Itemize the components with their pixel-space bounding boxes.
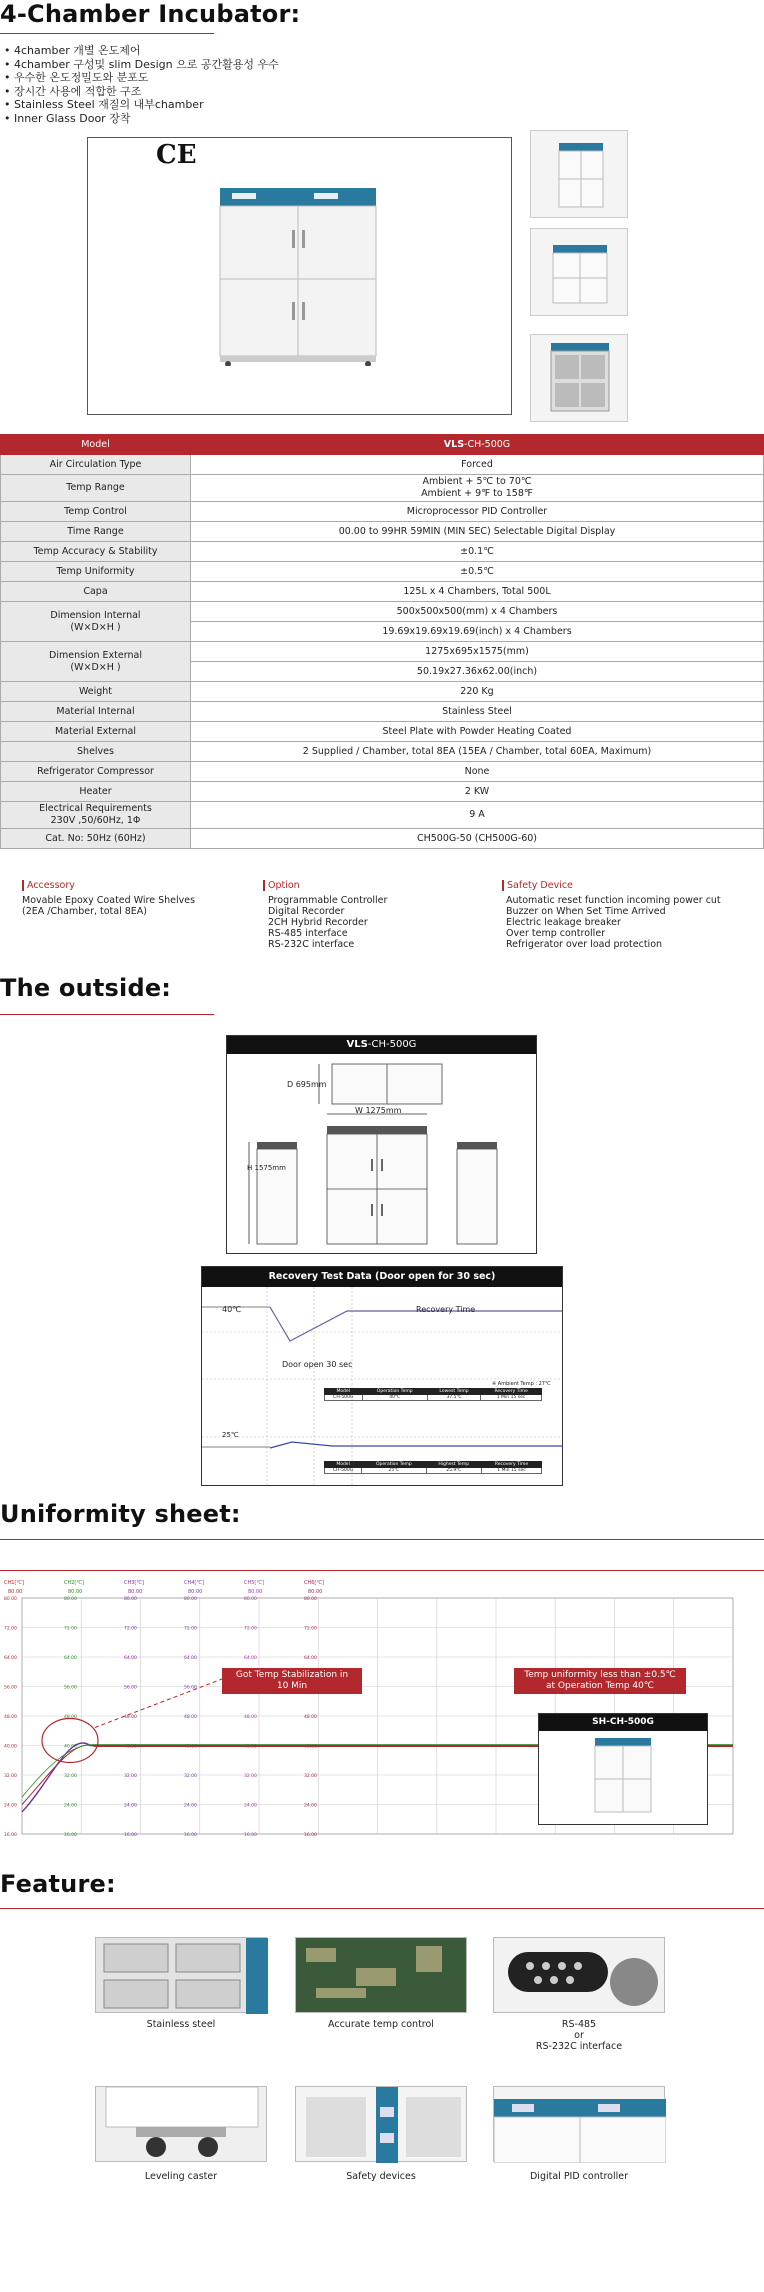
inset-title: SH-CH-500G: [539, 1714, 707, 1731]
y-tick-label: 40.00: [244, 1744, 257, 1750]
spec-key: Dimension External (W×D×H ): [1, 642, 191, 682]
product-photo-frame: [87, 137, 512, 415]
recovery-table-header: Recovery Time: [481, 1389, 542, 1395]
spec-row: [1, 802, 764, 829]
spec-key: Temp Accuracy & Stability: [1, 542, 191, 562]
bullet-item: • 4chamber 개별 온도제어: [4, 44, 141, 57]
spec-value: Forced: [191, 455, 764, 475]
accessory-line: Movable Epoxy Coated Wire Shelves: [22, 895, 196, 906]
spec-key: Material External: [1, 722, 191, 742]
spec-value: 1275x695x1575(mm): [191, 642, 764, 662]
spec-header-row: [1, 435, 764, 455]
dimension-drawing: [227, 1054, 536, 1254]
spec-value: 220 Kg: [191, 682, 764, 702]
spec-key: Electrical Requirements 230V ,50/60Hz, 1Φ: [1, 802, 191, 829]
y-tick-label: 16.00: [184, 1833, 197, 1838]
y-tick-label: 56.00: [64, 1685, 77, 1691]
y-tick-label: 24.00: [304, 1803, 317, 1809]
spec-key: Time Range: [1, 522, 191, 542]
accessory-title: Accessory: [22, 880, 195, 891]
y-tick-label: 32.00: [304, 1774, 317, 1779]
spec-key: Dimension Internal (W×D×H ): [1, 602, 191, 642]
bullet-item: • 우수한 온도정밀도와 분포도: [4, 71, 149, 84]
model-number: -CH-500G: [464, 438, 511, 450]
feature-caption: Accurate temp control: [328, 2019, 434, 2030]
y-tick-label: 80.00: [4, 1597, 17, 1602]
y-tick-label: 64.00: [244, 1656, 257, 1661]
spec-key: Temp Control: [1, 502, 191, 522]
recovery-chart-title: Recovery Test Data (Door open for 30 sec): [202, 1267, 562, 1287]
feature-img-pid: [493, 2086, 665, 2162]
spec-key: Weight: [1, 682, 191, 702]
spec-row: [1, 522, 764, 542]
spec-key: Air Circulation Type: [1, 455, 191, 475]
y-tick-label: 64.00: [64, 1656, 77, 1661]
spec-row: [1, 762, 764, 782]
depth-label: D 695mm: [287, 1080, 327, 1089]
y-tick-label: 64.00: [124, 1656, 137, 1661]
recovery-table-header: Model: [325, 1462, 362, 1468]
feature-caption: RS-485 or RS-232C interface: [535, 2019, 623, 2052]
channel-top-value: 80.00: [308, 1589, 323, 1595]
y-tick-label: 56.00: [184, 1685, 197, 1691]
width-label: W 1275mm: [355, 1106, 402, 1115]
y-tick-label: 24.00: [124, 1803, 137, 1809]
spec-key: Temp Uniformity: [1, 562, 191, 582]
channel-top-value: 80.00: [248, 1589, 263, 1595]
uniformity-rule: [0, 1539, 764, 1540]
option-line: RS-485 interface: [268, 928, 348, 939]
y-tick-label: 32.00: [184, 1774, 197, 1779]
feature-caption: Stainless steel: [146, 2019, 216, 2030]
y-tick-label: 48.00: [64, 1715, 77, 1720]
spec-value: 19.69x19.69x19.69(inch) x 4 Chambers: [191, 622, 764, 642]
spec-value: 2 Supplied / Chamber, total 8EA (15EA / Chamber, total 60EA, Maximum): [191, 742, 764, 762]
incubator-product-image: [218, 186, 378, 366]
recovery-table-cell: 25.9℃: [426, 1468, 481, 1474]
y-tick-label: 64.00: [184, 1656, 197, 1661]
uniformity-rule-2: [0, 1570, 764, 1571]
channel-header: CH3[℃]: [124, 1580, 144, 1586]
spec-value: 500x500x500(mm) x 4 Chambers: [191, 602, 764, 622]
recovery-table-header: Highest Temp: [426, 1462, 481, 1468]
spec-table: [0, 434, 764, 849]
uniformity-section-title: Uniformity sheet:: [0, 1500, 241, 1528]
recovery-table-cell: 25℃: [362, 1468, 426, 1474]
title-underline: [0, 33, 214, 34]
ce-mark: CE: [156, 140, 197, 170]
y-tick-label: 56.00: [124, 1685, 137, 1691]
spec-row: [1, 722, 764, 742]
safety-line: Over temp controller: [506, 928, 606, 939]
y-tick-label: 32.00: [124, 1774, 137, 1779]
uniformity-chart: [0, 1576, 764, 1846]
recovery-table-cell: 37.5℃: [427, 1395, 480, 1401]
safety-line: Automatic reset function incoming power cut: [506, 895, 721, 906]
height-label: H 1575mm: [247, 1164, 286, 1172]
y-tick-label: 80.00: [124, 1597, 137, 1602]
spec-row: [1, 829, 764, 849]
spec-value: ±0.1℃: [191, 542, 764, 562]
feature-img-temp-control: [295, 1937, 467, 2013]
safety-line: Refrigerator over load protection: [506, 939, 663, 950]
recovery-table-header: Recovery Time: [481, 1462, 541, 1468]
y-tick-label: 16.00: [304, 1833, 317, 1838]
y-tick-label: 80.00: [244, 1597, 257, 1602]
recovery-table-high: [324, 1461, 542, 1474]
feature-rule: [0, 1908, 764, 1909]
recovery-table-cell: 40℃: [362, 1395, 427, 1401]
outside-section-title: The outside:: [0, 974, 172, 1002]
y-tick-label: 80.00: [184, 1597, 197, 1602]
safety-block: [502, 880, 721, 950]
recovery-table-cell: CH-500G: [325, 1395, 363, 1401]
safety-title: Safety Device: [502, 880, 721, 891]
feature-img-stainless: [95, 1937, 267, 2013]
spec-row: [1, 642, 764, 662]
bullet-item: • 4chamber 구성및 slim Design 으로 공간활용성 우수: [4, 57, 279, 71]
y-tick-label: 72.00: [304, 1626, 317, 1632]
bullet-item: • Stainless Steel 재질의 내부chamber: [4, 98, 204, 111]
spec-row: [1, 475, 764, 502]
y-tick-label: 48.00: [304, 1715, 317, 1720]
spec-row: [1, 582, 764, 602]
accessory-line: (2EA /Chamber, total 8EA): [22, 906, 148, 917]
y-tick-label: 24.00: [64, 1803, 77, 1809]
feature-img-connector: [493, 1937, 665, 2013]
option-title: Option: [263, 880, 387, 891]
y-tick-label: 72.00: [124, 1626, 137, 1632]
feature-caption: Digital PID controller: [529, 2171, 628, 2182]
channel-header: CH2[℃]: [64, 1580, 84, 1586]
feature-img-caster: [95, 2086, 267, 2162]
y-tick-label: 72.00: [244, 1626, 257, 1632]
spec-row: [1, 742, 764, 762]
spec-value: CH500G-50 (CH500G-60): [191, 829, 764, 849]
spec-key: Capa: [1, 582, 191, 602]
recovery-table-cell: CH-500G: [325, 1468, 362, 1474]
spec-key: Cat. No: 50Hz (60Hz): [1, 829, 191, 849]
thumbnail-side-angle[interactable]: [530, 228, 628, 316]
y-tick-label: 24.00: [244, 1803, 257, 1809]
spec-value: 125L x 4 Chambers, Total 500L: [191, 582, 764, 602]
door-open-label: Door open 30 sec: [282, 1360, 353, 1369]
spec-key: Heater: [1, 782, 191, 802]
y-tick-label: 48.00: [244, 1715, 257, 1720]
feature-section-title: Feature:: [0, 1870, 116, 1898]
channel-top-value: 80.00: [68, 1589, 83, 1595]
label-25c: 25℃: [222, 1431, 239, 1439]
y-tick-label: 48.00: [184, 1715, 197, 1720]
spec-key: Temp Range: [1, 475, 191, 502]
channel-top-value: 80.00: [128, 1589, 143, 1595]
y-tick-label: 24.00: [184, 1803, 197, 1809]
spec-value: 00.00 to 99HR 59MIN (MIN SEC) Selectable Digital Display: [191, 522, 764, 542]
y-tick-label: 64.00: [4, 1656, 17, 1661]
y-tick-label: 48.00: [124, 1715, 137, 1720]
safety-line: Buzzer on When Set Time Arrived: [506, 906, 666, 917]
dimension-diagram: [226, 1035, 537, 1254]
spec-row: [1, 682, 764, 702]
recovery-table-header: Model: [325, 1389, 363, 1395]
channel-header: CH6[℃]: [304, 1580, 324, 1586]
model-brand: VLS: [443, 438, 465, 450]
option-line: Programmable Controller: [268, 895, 388, 906]
y-tick-label: 80.00: [304, 1597, 317, 1602]
spec-row: [1, 602, 764, 622]
y-tick-label: 40.00: [64, 1744, 77, 1750]
diagram-model: -CH-500G: [367, 1039, 417, 1050]
y-tick-label: 40.00: [124, 1744, 137, 1750]
channel-top-value: 80.00: [8, 1589, 23, 1595]
page-title: 4-Chamber Incubator:: [0, 0, 301, 28]
recovery-chart: [201, 1266, 563, 1486]
option-block: [263, 880, 387, 950]
spec-row: [1, 702, 764, 722]
stabilization-callout: Got Temp Stabilization in 10 Min: [222, 1668, 362, 1694]
y-tick-label: 32.00: [4, 1774, 17, 1779]
y-tick-label: 48.00: [4, 1715, 17, 1720]
spec-value: Steel Plate with Powder Heating Coated: [191, 722, 764, 742]
y-tick-label: 72.00: [4, 1626, 17, 1632]
spec-value: 50.19x27.36x62.00(inch): [191, 662, 764, 682]
y-tick-label: 40.00: [4, 1744, 17, 1750]
recovery-table-cell: 1 Min 15 sec: [481, 1468, 541, 1474]
spec-value: 9 A: [191, 802, 764, 829]
spec-value: Microprocessor PID Controller: [191, 502, 764, 522]
spec-row: [1, 782, 764, 802]
spec-row: [1, 562, 764, 582]
recovery-table-header: Operation Temp: [362, 1389, 427, 1395]
y-tick-label: 16.00: [124, 1833, 137, 1838]
option-line: RS-232C interface: [268, 939, 355, 950]
spec-key: Shelves: [1, 742, 191, 762]
label-40c: 40℃: [222, 1305, 242, 1314]
y-tick-label: 32.00: [244, 1774, 257, 1779]
channel-header: CH5[℃]: [244, 1580, 264, 1586]
y-tick-label: 40.00: [184, 1744, 197, 1750]
y-tick-label: 72.00: [184, 1626, 197, 1632]
spec-key: Model: [1, 435, 191, 455]
option-line: 2CH Hybrid Recorder: [268, 917, 368, 928]
spec-value: Ambient + 5℃ to 70℃ Ambient + 9℉ to 158℉: [191, 475, 764, 502]
y-tick-label: 72.00: [64, 1626, 77, 1632]
ambient-note: ※ Ambient Temp : 27℃: [492, 1381, 551, 1387]
option-line: Digital Recorder: [268, 906, 345, 917]
diagram-brand: VLS: [346, 1039, 368, 1050]
y-tick-label: 32.00: [64, 1774, 77, 1779]
spec-value: ±0.5℃: [191, 562, 764, 582]
recovery-table-header: Lowest Temp: [427, 1389, 480, 1395]
bullet-item: • Inner Glass Door 장착: [4, 111, 131, 125]
feature-caption: Safety devices: [346, 2171, 416, 2182]
spec-row: [1, 502, 764, 522]
y-tick-label: 40.00: [304, 1744, 317, 1750]
recovery-table-cell: 1 Min 15 sec: [481, 1395, 542, 1401]
y-tick-label: 64.00: [304, 1656, 317, 1661]
spec-key: Material Internal: [1, 702, 191, 722]
spec-key: Refrigerator Compressor: [1, 762, 191, 782]
feature-caption: Leveling caster: [144, 2171, 218, 2182]
spec-value: 2 KW: [191, 782, 764, 802]
spec-value: None: [191, 762, 764, 782]
y-tick-label: 80.00: [64, 1597, 77, 1602]
y-tick-label: 24.00: [4, 1803, 17, 1809]
feature-img-safety: [295, 2086, 467, 2162]
y-tick-label: 56.00: [4, 1685, 17, 1691]
spec-model-value: [191, 435, 764, 455]
spec-value: Stainless Steel: [191, 702, 764, 722]
recovery-table-header: Operation Temp: [362, 1462, 426, 1468]
thumbnail-open-view[interactable]: [530, 334, 628, 422]
y-tick-label: 16.00: [4, 1833, 17, 1838]
spec-row: [1, 455, 764, 475]
spec-row: [1, 542, 764, 562]
channel-header: CH4[℃]: [184, 1580, 204, 1586]
recovery-table-low: [324, 1388, 542, 1401]
diagram-title: [227, 1036, 536, 1054]
accessory-block: [22, 880, 195, 917]
channel-header: CH1[℃]: [4, 1580, 24, 1586]
bullet-item: • 장시간 사용에 적합한 구조: [4, 84, 142, 98]
recovery-time-label: Recovery Time: [416, 1305, 476, 1314]
thumbnail-front-angle[interactable]: [530, 130, 628, 218]
feature-bullet-list: [4, 44, 279, 125]
safety-line: Electric leakage breaker: [506, 917, 621, 928]
channel-top-value: 80.00: [188, 1589, 203, 1595]
y-tick-label: 16.00: [64, 1833, 77, 1838]
y-tick-label: 16.00: [244, 1833, 257, 1838]
outside-underline: [0, 1014, 214, 1015]
uniformity-callout: Temp uniformity less than ±0.5℃ at Operation Temp 40℃: [514, 1668, 686, 1694]
inset-product-photo: [538, 1713, 708, 1825]
